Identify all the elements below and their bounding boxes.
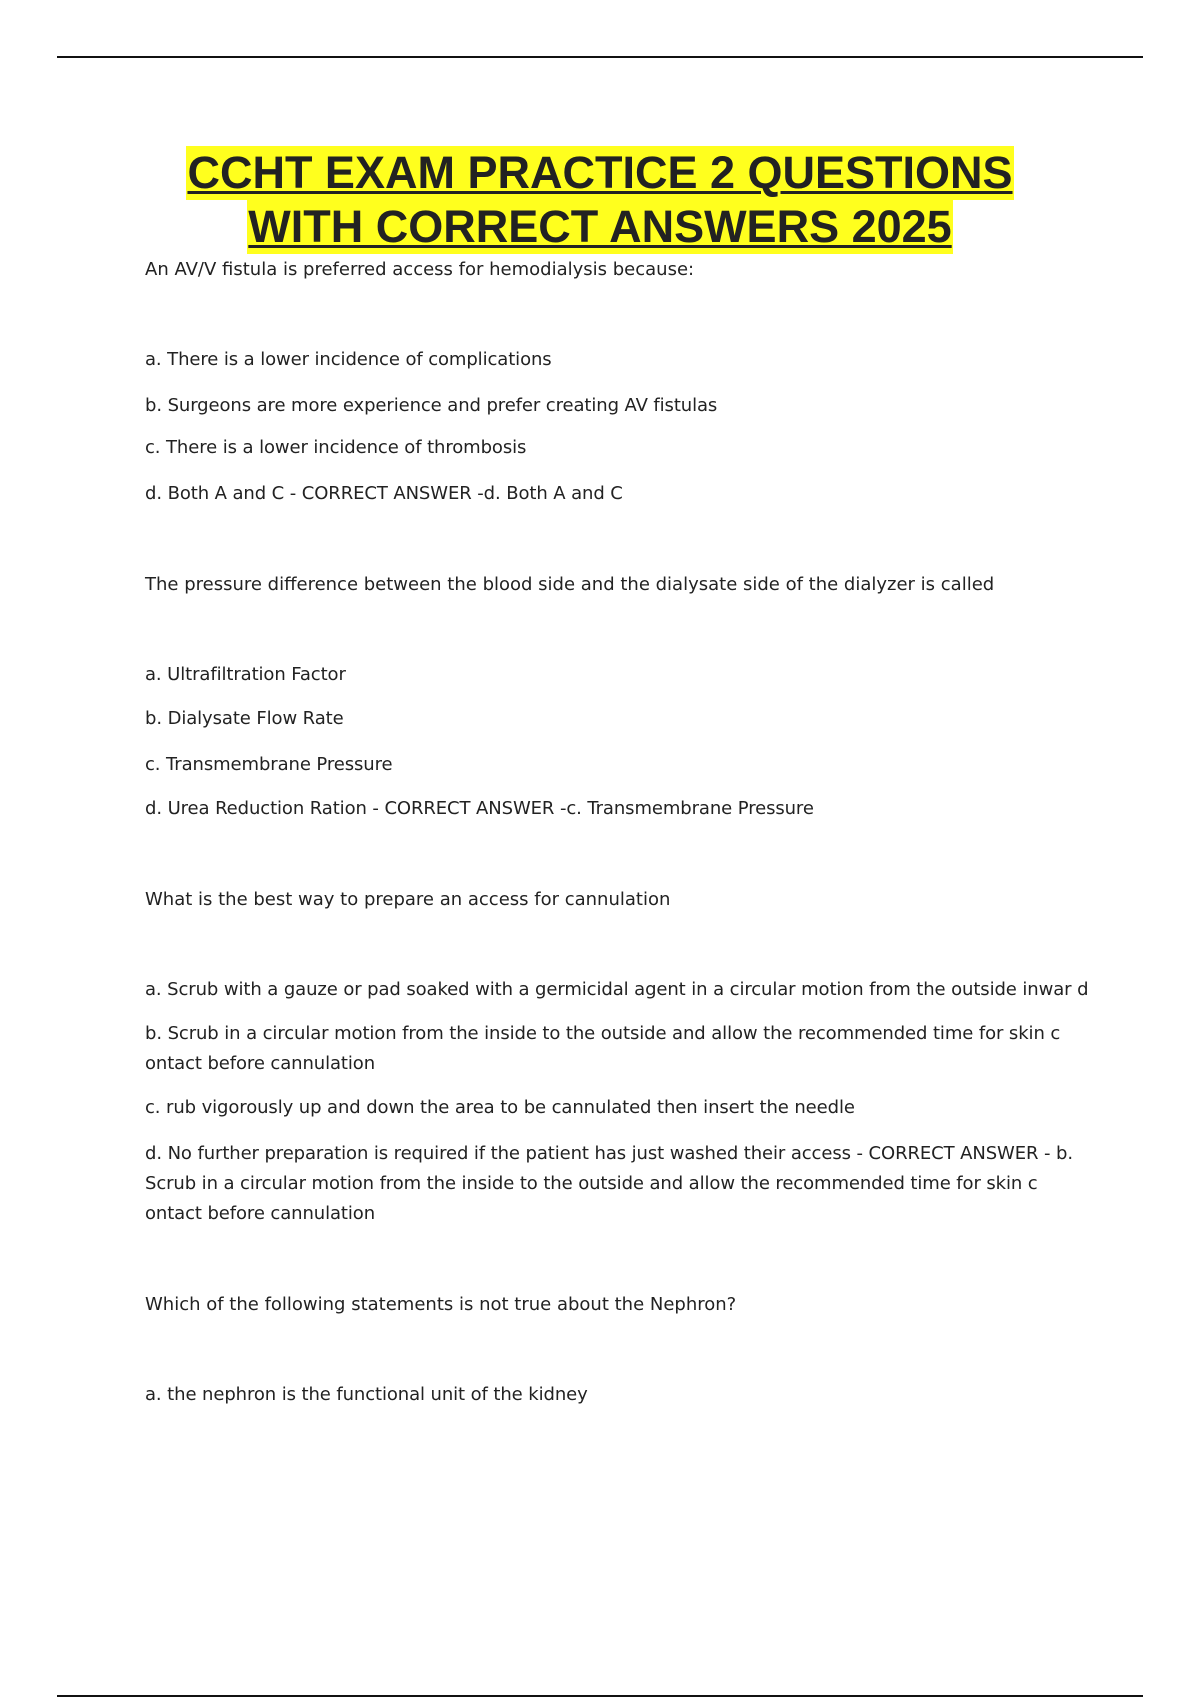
- document-title: [0, 146, 1200, 254]
- answer-option-correct: d. Both A and C - CORRECT ANSWER -d. Both A and C: [145, 483, 623, 504]
- answer-option: c. There is a lower incidence of thrombosis: [145, 437, 527, 458]
- title-line-2: WITH CORRECT ANSWERS 2025: [248, 201, 952, 252]
- answer-option: c. rub vigorously up and down the area to be cannulated then insert the needle: [145, 1097, 855, 1118]
- document-body: [145, 255, 1095, 1426]
- answer-option: b. Dialysate Flow Rate: [145, 708, 344, 729]
- bottom-rule: [57, 1695, 1143, 1697]
- question-stem: The pressure difference between the blood side and the dialysate side of the dialyzer is called: [145, 574, 995, 595]
- answer-option: a. Scrub with a gauze or pad soaked with a germicidal agent in a circular motion from the outside inwar d: [145, 979, 1089, 1000]
- question-stem: Which of the following statements is not true about the Nephron?: [145, 1294, 737, 1315]
- answer-option: a. the nephron is the functional unit of the kidney: [145, 1384, 588, 1405]
- title-line-1: CCHT EXAM PRACTICE 2 QUESTIONS: [187, 147, 1013, 198]
- answer-option: a. Ultrafiltration Factor: [145, 664, 346, 685]
- answer-option: a. There is a lower incidence of complications: [145, 349, 552, 370]
- answer-option-correct: d. No further preparation is required if the patient has just washed their access - CORRECT ANSWER - b. Scrub in a circular motion from the inside to the outside and allow the recommended time for skin c ontact before cannulation: [145, 1143, 1074, 1224]
- question-stem: An AV/V fistula is preferred access for hemodialysis because:: [145, 259, 695, 280]
- question-stem: What is the best way to prepare an access for cannulation: [145, 889, 671, 910]
- answer-option-correct: d. Urea Reduction Ration - CORRECT ANSWER -c. Transmembrane Pressure: [145, 798, 814, 819]
- answer-option: b. Surgeons are more experience and prefer creating AV fistulas: [145, 395, 718, 416]
- answer-option: b. Scrub in a circular motion from the inside to the outside and allow the recommended time for skin c ontact before cannulation: [145, 1023, 1061, 1074]
- answer-option: c. Transmembrane Pressure: [145, 754, 393, 775]
- top-rule: [57, 56, 1143, 58]
